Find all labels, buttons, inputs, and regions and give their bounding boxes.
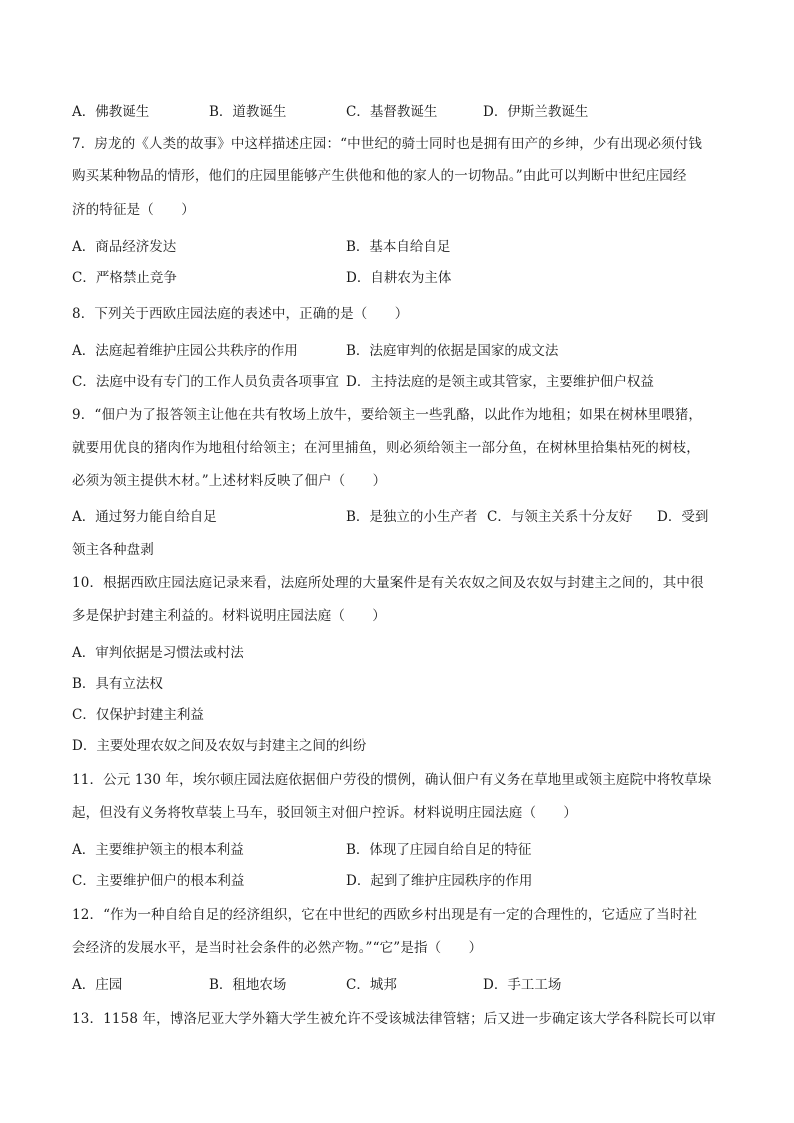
- q10-option-c[interactable]: C．仅保护封建主利益: [72, 707, 204, 723]
- q6-option-a[interactable]: A．佛教诞生: [72, 104, 150, 120]
- q7-option-c[interactable]: C．严格禁止竞争: [72, 270, 177, 286]
- q12-stem-line-1: 12．“作为一种自给自足的经济组织，它在中世纪的西欧乡村出现是有一定的合理性的，它适应了当时社: [72, 907, 698, 923]
- q9-option-b[interactable]: B．是独立的小生产者: [346, 509, 478, 525]
- q12-option-d[interactable]: D．手工工场: [483, 977, 562, 993]
- q7-option-a[interactable]: A．商品经济发达: [72, 239, 177, 255]
- q9-option-d-continued: 领主各种盘剥: [72, 542, 154, 558]
- q11-option-c[interactable]: C．主要维护佃户的根本利益: [72, 873, 245, 889]
- q11-stem-line-2: 起，但没有义务将牧草装上马车，驳回领主对佃户控诉。材料说明庄园法庭（ ）: [72, 805, 578, 821]
- q11-option-a[interactable]: A．主要维护领主的根本利益: [72, 842, 244, 858]
- q12-option-c[interactable]: C．城邦: [346, 977, 397, 993]
- q7-stem-line-3: 济的特征是（ ）: [72, 202, 195, 218]
- q8-option-c[interactable]: C．法庭中设有专门的工作人员负责各项事宜: [72, 374, 339, 390]
- q7-option-b[interactable]: B．基本自给自足: [346, 239, 451, 255]
- q10-option-a[interactable]: A．审判依据是习惯法或村法: [72, 645, 244, 661]
- q7-option-d[interactable]: D．自耕农为主体: [346, 270, 452, 286]
- q6-option-d[interactable]: D．伊斯兰教诞生: [483, 104, 589, 120]
- q9-option-d[interactable]: D．受到: [657, 509, 709, 525]
- q10-option-b[interactable]: B．具有立法权: [72, 676, 163, 692]
- q9-option-a[interactable]: A．通过努力能自给自足: [72, 509, 217, 525]
- q13-stem-line-1: 13．1158 年，博洛尼亚大学外籍大学生被允许不受该城法律管辖；后又进一步确定该大学各科院长可以审: [72, 1011, 716, 1027]
- q8-option-d[interactable]: D．主持法庭的是领主或其管家，主要维护佃户权益: [346, 374, 654, 390]
- q9-stem-line-2: 就要用优良的猪肉作为地租付给领主；在河里捕鱼，则必须给领主一部分鱼，在树林里拾集枯死的树枝，: [72, 440, 700, 456]
- q6-option-c[interactable]: C．基督教诞生: [346, 104, 438, 120]
- q6-option-b[interactable]: B．道教诞生: [209, 104, 287, 120]
- q8-option-a[interactable]: A．法庭起着维护庄园公共秩序的作用: [72, 343, 298, 359]
- q9-stem-line-3: 必须为领主提供木材。”上述材料反映了佃户（ ）: [72, 473, 387, 489]
- q7-stem-line-1: 7．房龙的《人类的故事》中这样描述庄园：“中世纪的骑士同时也是拥有田产的乡绅，少有出现必须付钱: [72, 136, 703, 152]
- q10-option-d[interactable]: D．主要处理农奴之间及农奴与封建主之间的纠纷: [72, 738, 367, 754]
- q12-option-a[interactable]: A．庄园: [72, 977, 123, 993]
- q8-option-b[interactable]: B．法庭审判的依据是国家的成文法: [346, 343, 559, 359]
- q10-stem-line-1: 10．根据西欧庄园法庭记录来看，法庭所处理的大量案件是有关农奴之间及农奴与封建主之间的，其中很: [72, 575, 704, 591]
- q11-option-b[interactable]: B．体现了庄园自给自足的特征: [346, 842, 532, 858]
- q10-stem-line-2: 多是保护封建主利益的。材料说明庄园法庭（ ）: [72, 608, 386, 624]
- q12-stem-line-2: 会经济的发展水平，是当时社会条件的必然产物。”“它”是指（ ）: [72, 940, 483, 956]
- q7-stem-line-2: 购买某种物品的情形，他们的庄园里能够产生供他和他的家人的一切物品。”由此可以判断中世纪庄园经: [72, 168, 687, 184]
- q12-option-b[interactable]: B．租地农场: [209, 977, 287, 993]
- q9-option-c[interactable]: C．与领主关系十分友好: [487, 509, 633, 525]
- q8-stem-line-1: 8．下列关于西欧庄园法庭的表述中，正确的是（ ）: [72, 306, 409, 322]
- q11-stem-line-1: 11．公元 130 年，埃尔顿庄园法庭依据佃户劳役的惯例，确认佃户有义务在草地里或领主庭院中将牧草垛: [72, 772, 712, 788]
- q11-option-d[interactable]: D．起到了维护庄园秩序的作用: [346, 873, 533, 889]
- q9-stem-line-1: 9．“佃户为了报答领主让他在共有牧场上放牛，要给领主一些乳酪，以此作为地租；如果在树林里喂猪，: [72, 407, 703, 423]
